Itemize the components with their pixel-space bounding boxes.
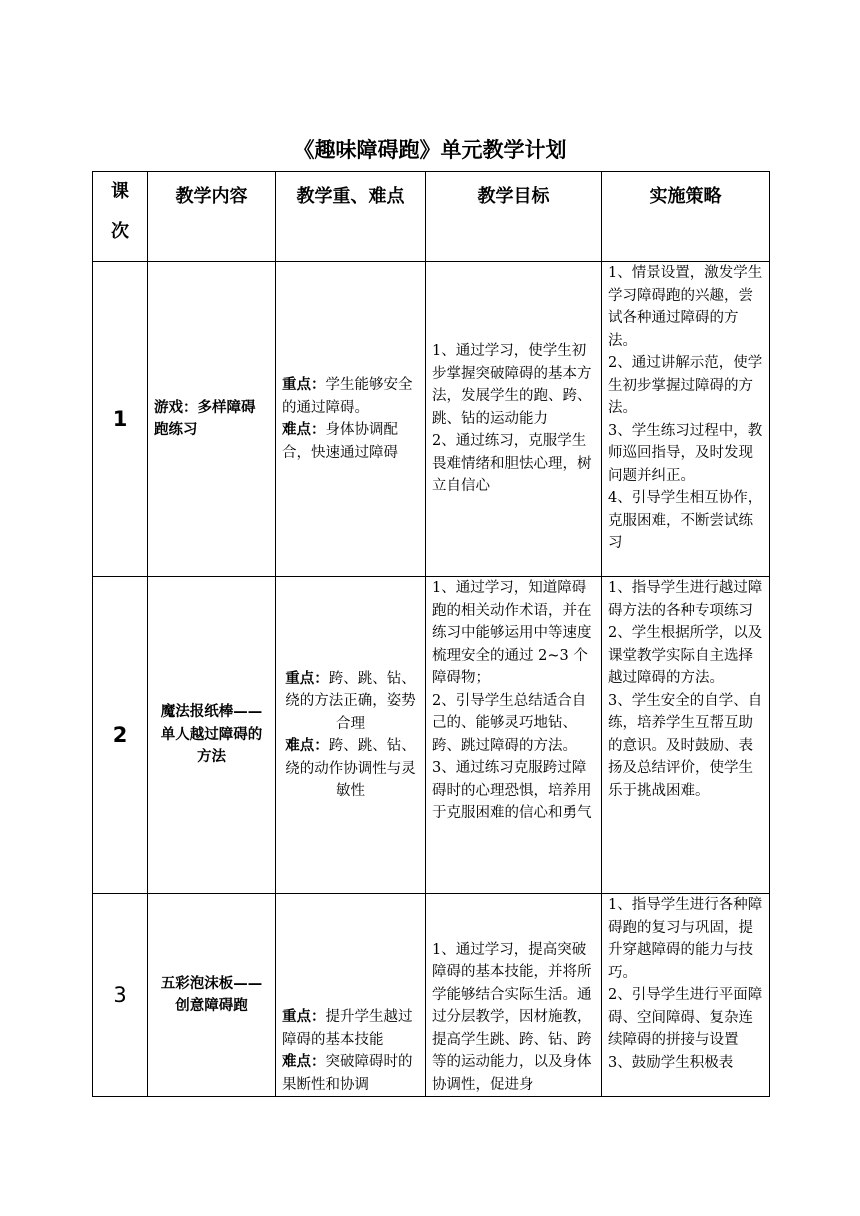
key-label: 重点： xyxy=(285,670,329,687)
strategy-clip xyxy=(608,894,763,1074)
difficulty-text: 身体协调配合，快速通过障碍 xyxy=(282,422,398,461)
header-key-points: 教学重、难点 xyxy=(276,172,426,262)
strategy-item: 1、情景设置，激发学生学习障碍跑的兴趣，尝试各种通过障碍的方法。 xyxy=(608,265,763,349)
header-goals: 教学目标 xyxy=(426,172,602,262)
goals-cell xyxy=(426,577,602,894)
strategy-item: 4、引导学生相互协作，克服困难，不断尝试练习 xyxy=(608,490,763,551)
key-text: 学生能够安全的通过障碍。 xyxy=(282,377,413,416)
document-title: 《趣味障碍跑》单元教学计划 xyxy=(293,138,567,162)
goal-item: 2、通过练习，克服学生畏难情绪和胆怯心理，树立自信心 xyxy=(432,433,592,495)
difficulty-text: 突破障碍时的果断性和协调 xyxy=(282,1054,413,1093)
difficulty-text: 跨、跳、钻、绕的动作协调性与灵敏性 xyxy=(285,738,416,799)
table-row xyxy=(93,262,770,577)
header-row xyxy=(93,172,770,262)
key-points-clip xyxy=(282,1006,419,1096)
lesson-number: 3 xyxy=(93,894,148,1097)
key-text: 提升学生越过障碍的基本技能 xyxy=(282,1009,413,1048)
key-label: 重点： xyxy=(282,1009,326,1025)
goal-item: 1、通过学习，知道障碍跑的相关动作术语，并在练习中能够运用中等速度梳理安全的通过 2~3 个障碍物； xyxy=(432,580,592,686)
strategy-item: 2、引导学生进行平面障碍、空间障碍、复杂连续障碍的拼接与设置 xyxy=(608,987,763,1048)
teaching-plan-table xyxy=(92,171,770,1097)
header-lesson-line-1: 课 xyxy=(111,181,129,202)
lesson-number: 2 xyxy=(93,577,148,894)
difficulty-label: 难点： xyxy=(285,738,329,754)
goal-item: 3、通过练习克服跨过障碍时的心理恐惧，培养用于克服困难的信心和勇气 xyxy=(432,760,592,821)
goals-cell xyxy=(426,894,602,1097)
table-row xyxy=(93,577,770,894)
strategy-cell xyxy=(602,894,770,1097)
goal-item: 1、通过学习，提高突破障碍的基本技能，并将所学能够结合实际生活。通过分层教学，因材施教，提高学生跳、跨、钻、跨等的运动能力，以及身体协调性，促进身 xyxy=(432,941,592,1093)
lesson-content: 魔法报纸棒——单人越过障碍的方法 xyxy=(148,577,276,894)
difficulty-label: 难点： xyxy=(282,1054,326,1070)
goals-cell xyxy=(426,262,602,577)
strategy-item: 3、学生练习过程中，教师巡回指导，及时发现问题并纠正。 xyxy=(608,422,763,484)
strategy-cell xyxy=(602,577,770,894)
lesson-number: 1 xyxy=(93,262,148,577)
key-text: 跨、跳、钻、绕的方法正确，姿势合理 xyxy=(285,670,416,732)
header-strategy: 实施策略 xyxy=(602,172,770,262)
header-lesson-line-2: 次 xyxy=(111,221,129,242)
strategy-cell xyxy=(602,262,770,577)
strategy-item: 3、学生安全的自学、自练，培养学生互帮互助的意识。及时鼓励、表扬及总结评价，使学生乐于挑战困难。 xyxy=(608,692,763,799)
strategy-item: 3、鼓励学生积极表 xyxy=(608,1054,734,1071)
header-lesson xyxy=(93,172,148,262)
goal-item: 2、引导学生总结适合自己的、能够灵巧地钻、跨、跳过障碍的方法。 xyxy=(432,692,587,754)
key-points-cell xyxy=(276,577,426,894)
goals-clip xyxy=(432,939,595,1097)
strategy-item: 1、指导学生进行越过障碍方法的各种专项练习 xyxy=(608,580,763,619)
difficulty-label: 难点： xyxy=(282,422,326,438)
goal-item: 1、通过学习，使学生初步掌握突破障碍的基本方法，发展学生的跑、跨、跳、钻的运动能力 xyxy=(432,343,592,427)
key-points-cell xyxy=(276,894,426,1097)
header-content: 教学内容 xyxy=(148,172,276,262)
key-label: 重点： xyxy=(282,377,326,393)
table-row xyxy=(93,894,770,1097)
strategy-item: 1、指导学生进行各种障碍跑的复习与巩固，提升穿越障碍的能力与技巧。 xyxy=(608,897,763,981)
strategy-item: 2、学生根据所学，以及课堂教学实际自主选择越过障碍的方法。 xyxy=(608,625,763,686)
strategy-item: 2、通过讲解示范，使学生初步掌握过障碍的方法。 xyxy=(608,355,763,416)
lesson-content: 游戏：多样障碍跑练习 xyxy=(148,262,276,577)
lesson-content: 五彩泡沫板——创意障碍跑 xyxy=(148,894,276,1097)
key-points-cell xyxy=(276,262,426,577)
